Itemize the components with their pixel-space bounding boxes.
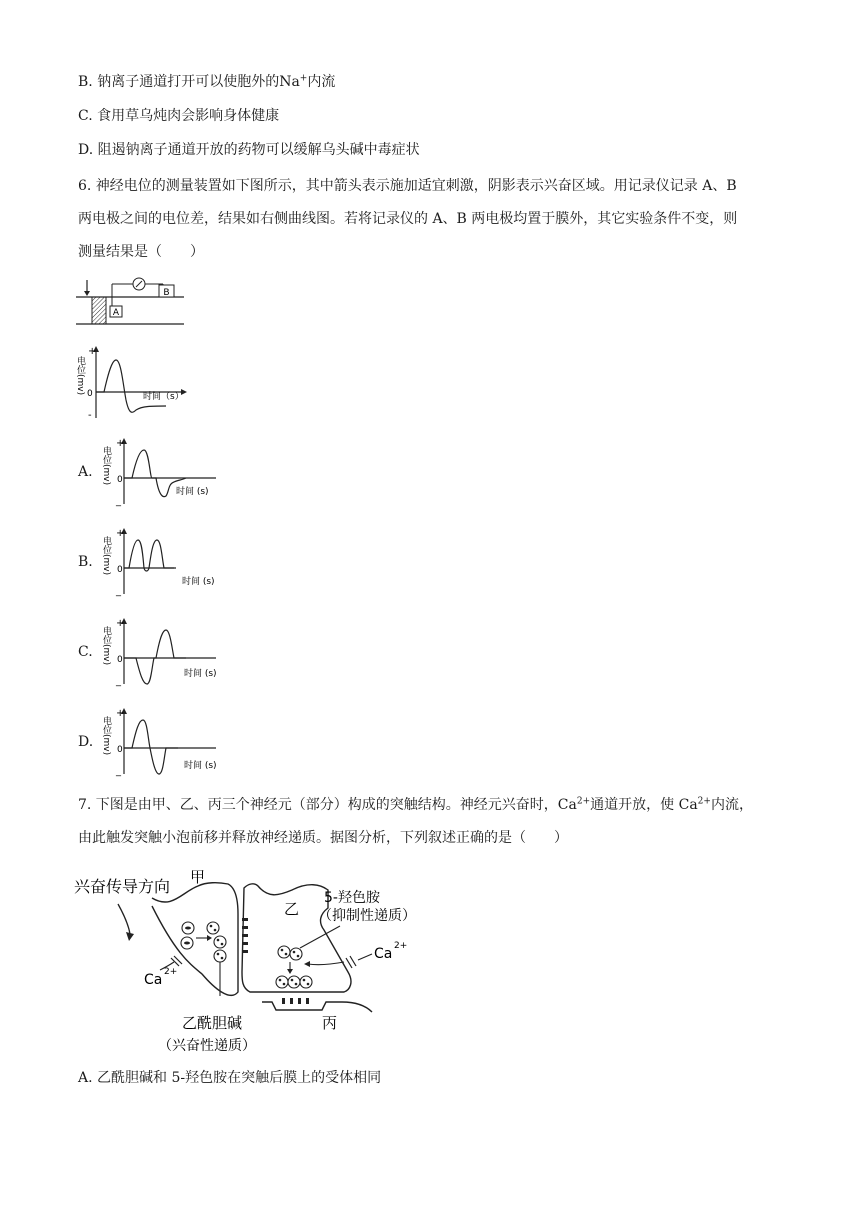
option-d-line: D. 阻遏钠离子通道开放的药物可以缓解乌头碱中毒症状 xyxy=(78,142,420,158)
bing-label: 丙 xyxy=(322,1014,338,1032)
q6-line-3: 测量结果是（ ） xyxy=(78,244,204,260)
q6-line-1: 6. 神经电位的测量装置如下图所示，其中箭头表示施加适宜刺激，阴影表示兴奋区域。用记录仪记录 A、B xyxy=(78,178,737,194)
graph-xlabel: 时间（s） xyxy=(143,392,184,402)
synapse-diagram xyxy=(72,862,452,1058)
excitatory-label: （兴奋性递质） xyxy=(158,1038,256,1054)
neuron-bing xyxy=(262,1002,372,1012)
option-a-label: A. xyxy=(78,464,93,480)
q7-sup-2: 2+ xyxy=(697,796,711,807)
svg-text:0: 0 xyxy=(117,745,123,755)
svg-text:_: _ xyxy=(116,496,121,507)
direction-label: 兴奋传导方向 xyxy=(74,877,171,896)
receptors-bing xyxy=(282,998,309,1004)
direction-arrow xyxy=(118,904,130,934)
svg-text:_: _ xyxy=(116,586,121,597)
option-d-graph xyxy=(96,706,236,776)
svg-text:+: + xyxy=(116,528,125,539)
svg-text:+: + xyxy=(116,438,125,449)
q7-option-a: A. 乙酰胆碱和 5-羟色胺在突触后膜上的受体相同 xyxy=(78,1070,382,1086)
option-b-graph-label: B. xyxy=(78,554,93,570)
ca-right-sup: 2+ xyxy=(394,941,408,951)
option-d-curve xyxy=(124,720,178,774)
option-b-line xyxy=(78,72,335,92)
ca-channel-left xyxy=(171,956,182,966)
graph-ylabel: 电位(mv) xyxy=(75,356,85,396)
option-d-xlabel: 时间 (s) xyxy=(184,761,217,771)
q7-line-1-a: 7. 下图是由甲、乙、丙三个神经元（部分）构成的突触结构。神经元兴奋时，Ca xyxy=(78,797,577,813)
q6-line-2: 两电极之间的电位差，结果如右侧曲线图。若将记录仪的 A、B 两电极均置于膜外，其它实验条件不变，则 xyxy=(78,211,738,227)
electrode-a-label: A xyxy=(112,308,120,318)
option-c-ylabel: 电位(mv) xyxy=(101,626,111,666)
q6-apparatus-figure xyxy=(76,270,186,330)
graph-plus: + xyxy=(88,346,97,357)
inhibitory-label: （抑制性递质） xyxy=(318,908,416,924)
option-c-xlabel: 时间 (s) xyxy=(184,669,217,679)
svg-text:0: 0 xyxy=(117,655,123,665)
ach-label: 乙酰胆碱 xyxy=(182,1014,243,1032)
ca-left-sup: 2+ xyxy=(164,967,178,977)
q7-sup-1: 2+ xyxy=(576,796,591,807)
option-a-graph xyxy=(96,436,226,506)
svg-text:_: _ xyxy=(116,766,121,777)
option-b-curve xyxy=(124,540,174,571)
option-b-sup: + xyxy=(299,73,308,84)
serotonin-pointer xyxy=(300,926,340,948)
q7-line-2: 由此触发突触小泡前移并释放神经递质。据图分析，下列叙述正确的是（ ） xyxy=(78,830,568,846)
svg-text:_: _ xyxy=(116,676,121,687)
graph-minus: - xyxy=(88,410,92,421)
option-c-curve xyxy=(124,630,186,684)
excited-region xyxy=(92,297,106,324)
yi-label: 乙 xyxy=(284,900,300,918)
svg-text:0: 0 xyxy=(117,565,123,575)
vesicles-jia xyxy=(181,922,226,962)
svg-text:+: + xyxy=(116,618,125,629)
q7-line-1 xyxy=(78,795,753,815)
svg-text:0: 0 xyxy=(117,475,123,485)
q7-line-1-b: 通道开放，使 Ca xyxy=(590,797,698,813)
option-b-tail: 内流 xyxy=(307,74,336,90)
option-b-ylabel: 电位(mv) xyxy=(101,536,111,576)
q7-line-1-c: 内流， xyxy=(710,797,753,813)
graph-zero: 0 xyxy=(87,389,93,399)
option-c-line: C. 食用草乌炖肉会影响身体健康 xyxy=(78,108,280,124)
option-b-graph xyxy=(96,526,226,596)
vesicles-yi xyxy=(276,946,312,988)
svg-text:+: + xyxy=(116,708,125,719)
option-d-graph-label: D. xyxy=(78,734,94,750)
ca-channel-right xyxy=(346,956,356,968)
ca-right-label: Ca xyxy=(374,946,393,962)
option-a-ylabel: 电位(mv) xyxy=(101,446,111,486)
serotonin-label: 5-羟色胺 xyxy=(324,890,380,906)
option-b-text: B. 钠离子通道打开可以使胞外的Na xyxy=(78,74,300,90)
result-curve xyxy=(96,360,166,412)
option-b-xlabel: 时间 (s) xyxy=(182,577,215,587)
option-d-ylabel: 电位(mv) xyxy=(101,716,111,756)
option-c-graph-label: C. xyxy=(78,644,93,660)
ca-left-label: Ca xyxy=(144,972,163,988)
electrode-b-label: B xyxy=(163,288,170,298)
option-c-graph xyxy=(96,616,236,686)
q6-result-graph xyxy=(66,344,196,420)
option-a-xlabel: 时间 (s) xyxy=(176,487,209,497)
jia-label: 甲 xyxy=(190,868,206,886)
